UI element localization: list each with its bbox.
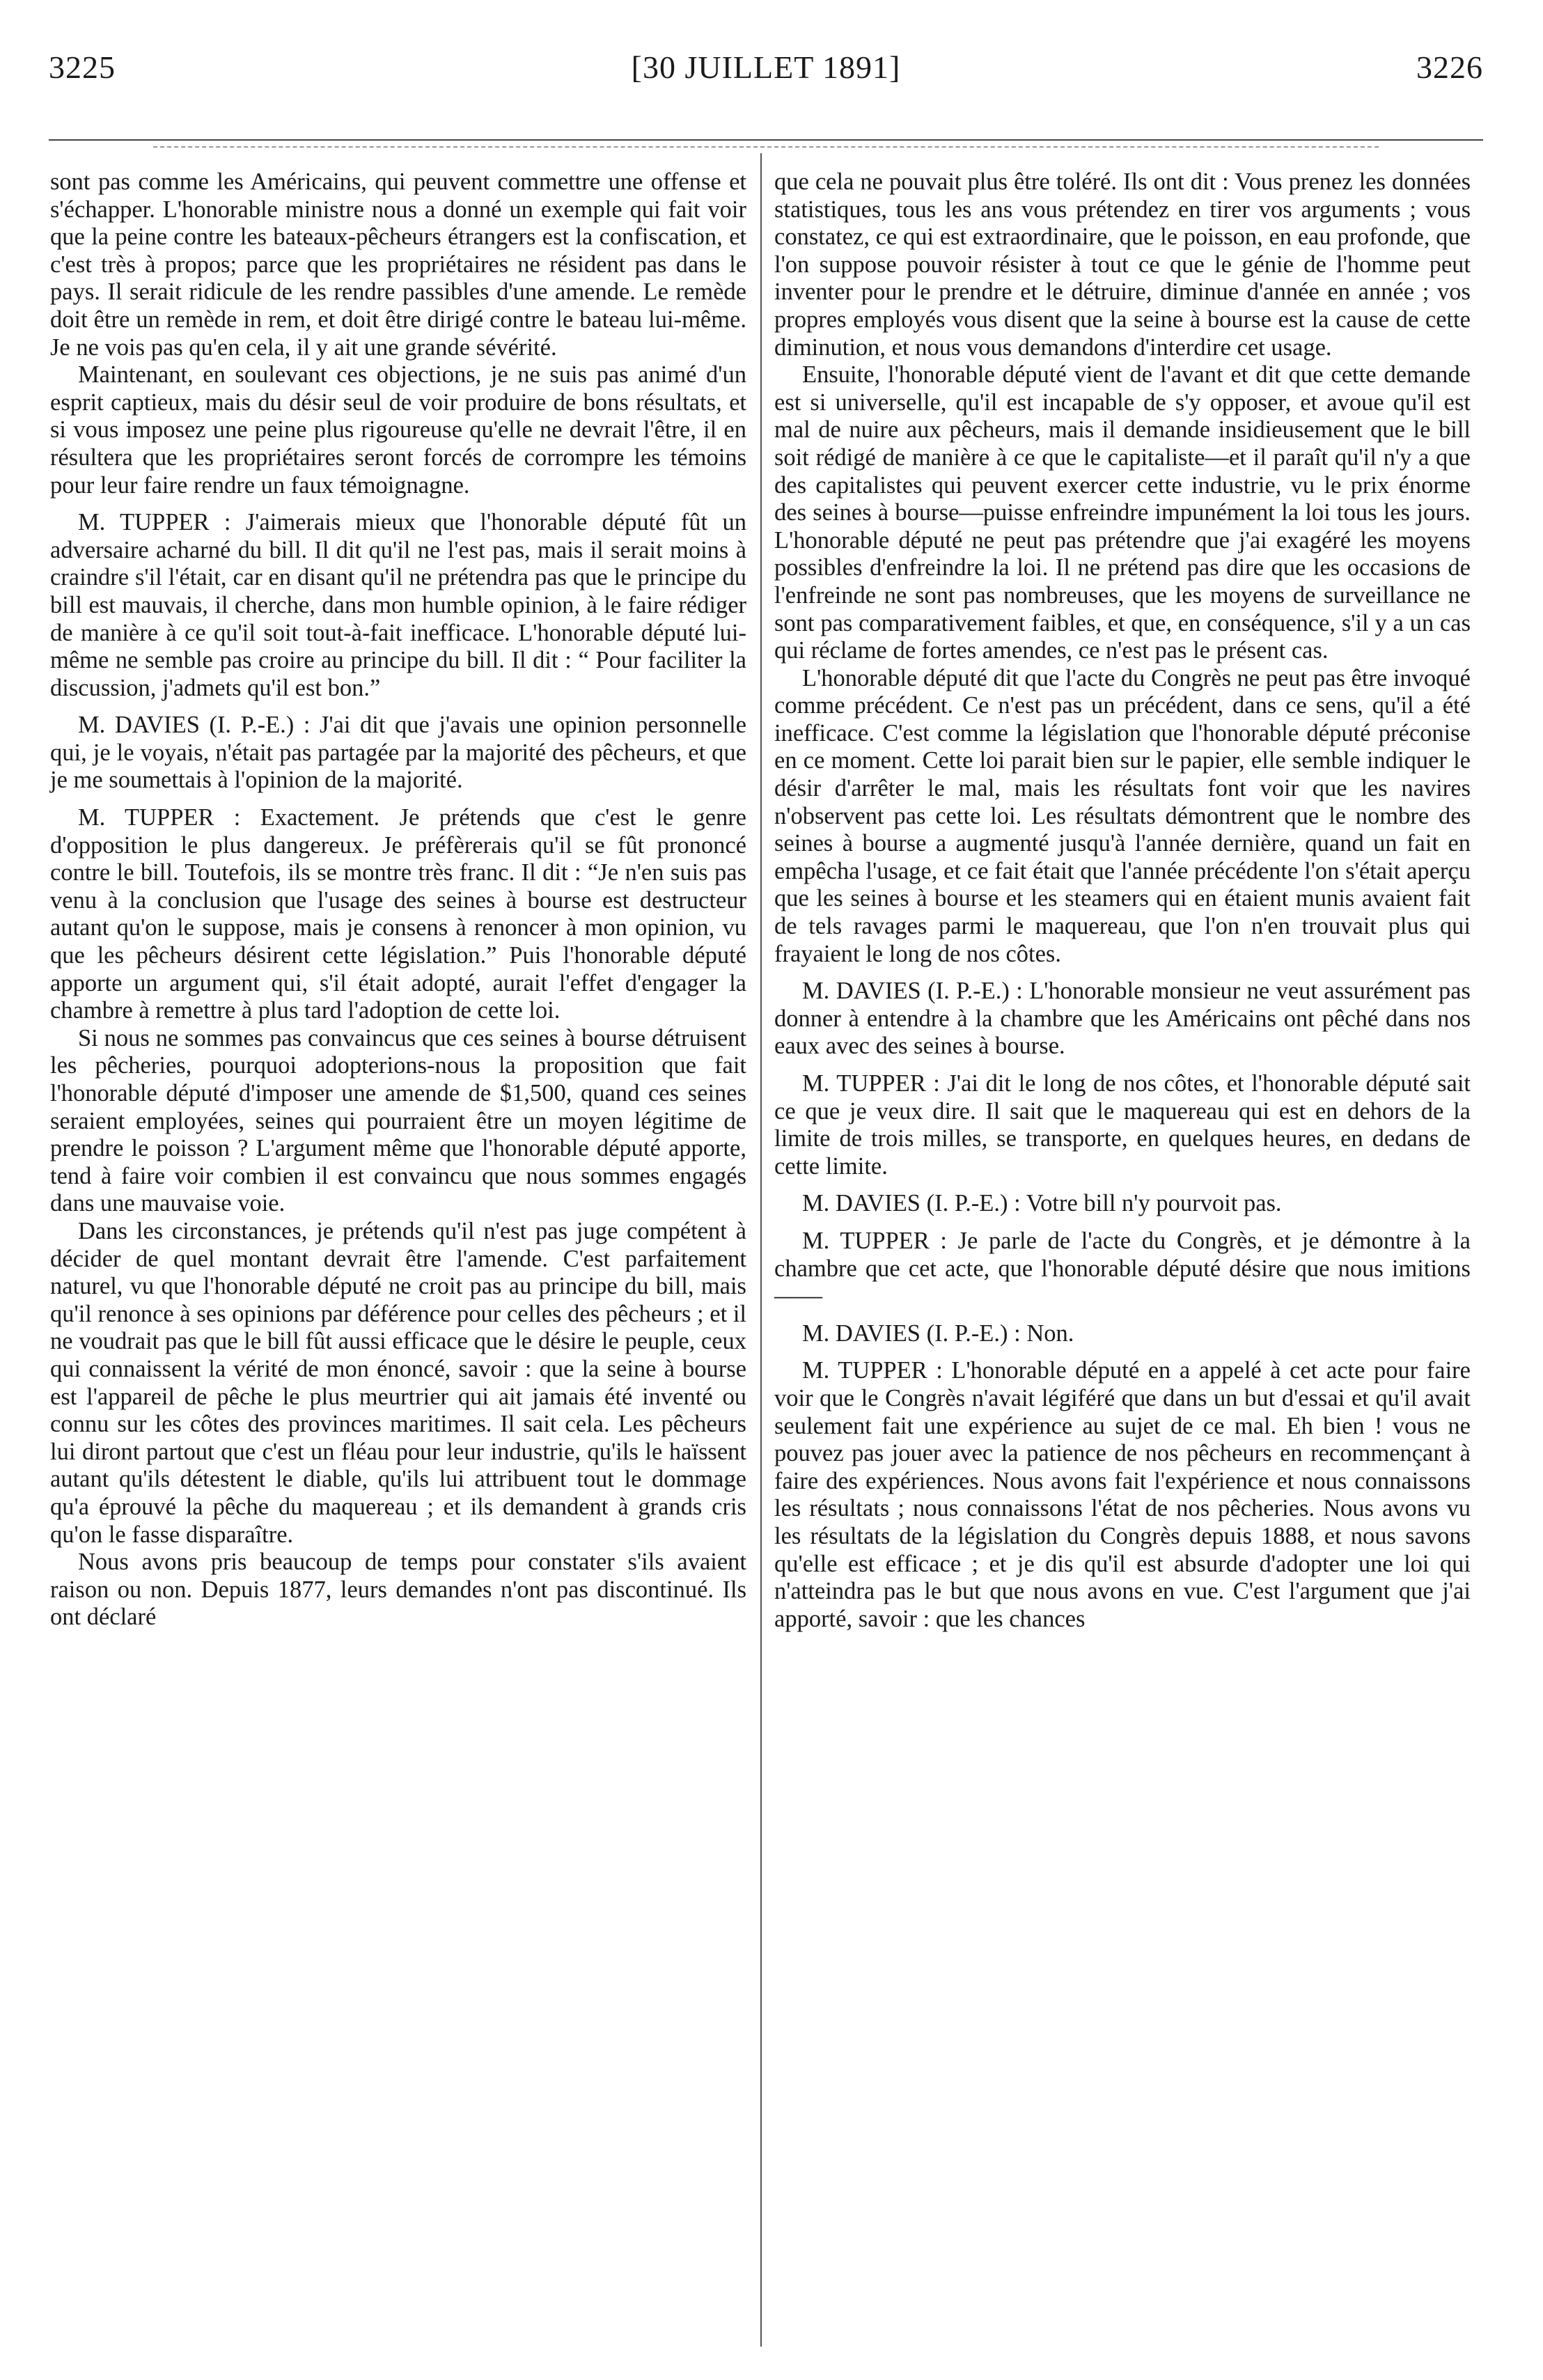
paragraph: M. TUPPER : Je parle de l'acte du Congrès, et je démontre à la chambre que cet acte, que l'honorable député désire que nous imitions—— [774,1227,1471,1310]
paragraph: Maintenant, en soulevant ces objections, je ne suis pas animé d'un esprit captieux, mais du désir seul de voir produire de bons résultats, et si vous imposez une peine plus rigoureuse qu'elle ne devrait l'être, il en résultera que les propriétaires seront forcés de corrompre les témoins pour leur faire rendre un faux témoignagne. [50,361,746,499]
page-date-title: [30 JUILLET 1891] [631,49,901,85]
paragraph: L'honorable député dit que l'acte du Congrès ne peut pas être invoqué comme précédent. Ce n'est pas un précédent, dans ce sens, qu'il a été inefficace. C'est comme la législation que l'honorable député préconise en ce moment. Cette loi parait bien sur le papier, elle semble indiquer le désir d'arrêter le mal, mais les résultats font voir que les navires n'observent pas cette loi. Les résultats démontrent que le nombre des seines à bourse a augmenté jusqu'à l'année dernière, quand un fait en empêcha l'usage, et ce fait était que l'année précédente l'on s'était aperçu que les seines à bourse et les steamers qui en étaient munis avaient fait de tels ravages parmi le maquereau, que l'on n'en trouvait plus qui frayaient le long de nos côtes. [774,664,1471,967]
paragraph: M. DAVIES (I. P.-E.) : Non. [802,1320,1074,1347]
page-number-right: 3226 [1416,49,1483,85]
paragraph: que cela ne pouvait plus être toléré. Ils ont dit : Vous prenez les données statistiques, tous les ans vous prétendez en tirer vos arguments ; vous constatez, ce qui est extraordinaire, que le poisson, en eau profonde, que l'on suppose pouvoir résister à tout ce que le génie de l'homme peut inventer pour le prendre et le détruire, diminue d'année en année ; vos propres employés vous disent que la seine à bourse est la cause de cette diminution, et nous vous demandons d'interdire cet usage. [774,169,1471,361]
paragraph: Si nous ne sommes pas convaincus que ces seines à bourse détruisent les pêcheries, pourquoi adopterions-nous la proposition que fait l'honorable député d'imposer une amende de $1,500, quand ces seines seraient employées, seines qui pourraient être un moyen légitime de prendre le poisson ? L'argument même que l'honorable député apporte, tend à faire voir combien il est convaincu que nous sommes engagés dans une mauvaise voie. [50,1024,746,1217]
paragraph: Ensuite, l'honorable député vient de l'avant et dit que cette demande est si universelle, qu'il est incapable de s'y opposer, et avoue qu'il est mal de nuire aux pêcheurs, mais il demande insidieusement que le bill soit rédigé de manière à ce que le capitaliste—et il paraît qu'il n'y a que des capitalistes qui peuvent exercer cette industrie, vu le prix énorme des seines à bourse—puisse enfreindre impunément la loi tous les jours. L'honorable député ne peut pas prétendre que j'ai exagéré les moyens possibles d'enfreindre la loi. Il ne prétend pas dire que les occasions de l'enfreinde ne sont pas nombreuses, que les moyens de surveillance ne sont pas comparativement faibles, et que, en conséquence, s'il y a un cas qui réclame de fortes amendes, ce n'est pas le présent cas. [774,361,1471,664]
header-rule-dashed [153,146,1379,148]
left-column [50,169,746,1631]
paragraph: M. DAVIES (I. P.-E.) : J'ai dit que j'avais une opinion personnelle qui, je le voyais, n'était pas partagée par la majorité des pêcheurs, et que je me soumettais à l'opinion de la majorité. [50,712,746,794]
column-divider [760,153,762,2347]
paragraph: M. DAVIES (I. P.-E.) : L'honorable monsieur ne veut assurément pas donner à entendre à la chambre que les Américains ont pêché dans nos eaux avec des seines à bourse. [774,978,1471,1060]
paragraph: M. TUPPER : Exactement. Je prétends que c'est le genre d'opposition le plus dangereux. Je préfèrerais qu'il se fût prononcé contre le bill. Toutefois, ils se montre très franc. Il dit : “Je n'en suis pas venu à la conclusion que l'usage des seines à bourse est destructeur autant qu'on le suppose, mais je consens à renoncer à mon opinion, vu que les pêcheurs désirent cette législation.” Puis l'honorable député apporte un argument qui, s'il était adopté, aurait l'effet d'engager la chambre à remettre à plus tard l'adoption de cette loi. [50,804,746,1024]
paragraph: M. DAVIES (I. P.-E.) : Votre bill n'y pourvoit pas. [802,1190,1282,1217]
paragraph: M. TUPPER : L'honorable député en a appelé à cet acte pour faire voir que le Congrès n'avait légiféré que dans un but d'essai et qu'il avait seulement fait une expérience au sujet de ce mal. Eh bien ! vous ne pouvez pas jouer avec la patience de nos pêcheurs en recommençant à faire des expériences. Nous avons fait l'expérience et nous connaissons les résultats ; nous connaissons l'état de nos pêcheries. Nous avons vu les résultats de la législation du Congrès depuis 1888, et nous savons qu'elle est efficace ; et je dis qu'il est absurde d'adopter une loi qui n'atteindra pas le but que nous avons en vue. C'est l'argument que j'ai apporté, savoir : que les chances [774,1357,1471,1632]
page-number-left: 3225 [49,49,116,85]
paragraph: M. TUPPER : J'aimerais mieux que l'honorable député fût un adversaire acharné du bill. Il dit qu'il ne l'est pas, mais il serait moins à craindre s'il l'était, car en disant qu'il ne prétendra pas que le principe du bill est mauvais, il cherche, dans mon humble opinion, à le faire rédiger de manière à ce qu'il soit tout-à-fait inefficace. L'honorable député lui-même ne semble pas croire au principe du bill. Il dit : “ Pour faciliter la discussion, j'admets qu'il est bon.” [50,509,746,701]
paragraph: Nous avons pris beaucoup de temps pour constater s'ils avaient raison ou non. Depuis 1877, leurs demandes n'ont pas discontinué. Ils ont déclaré [50,1549,746,1631]
right-column [774,169,1471,1633]
page-header [49,49,1483,97]
header-rule [49,139,1483,141]
paragraph: sont pas comme les Américains, qui peuvent commettre une offense et s'échapper. L'honorable ministre nous a donné un exemple qui fait voir que la peine contre les bateaux-pêcheurs étrangers est la confiscation, et c'est très à propos; parce que les propriétaires ne résident pas dans le pays. Il serait ridicule de les rendre passibles d'une amende. Le remède doit être un remède in rem, et doit être dirigé contre le bateau lui-même. Je ne vois pas qu'en cela, il y ait une grande sévérité. [50,169,746,361]
paragraph: Dans les circonstances, je prétends qu'il n'est pas juge compétent à décider de quel montant devrait être l'amende. C'est parfaitement naturel, vu que l'honorable député ne croit pas au principe du bill, mais qu'il renonce à ses opinions par déférence pour celles des pêcheurs ; et il ne voudrait pas que le bill fût aussi efficace que le désire le peuple, ceux qui connaissent la vérité de mon énoncé, savoir : que la seine à bourse est l'appareil de pêche le plus meurtrier qui ait jamais été inventé ou connu sur les côtes des provinces maritimes. Il sait cela. Les pêcheurs lui diront partout que c'est un fléau pour leur industrie, qu'ils le haïssent autant qu'ils détestent le diable, qu'ils lui attribuent tout le dommage qu'a éprouvé la pêche du maquereau ; et ils demandent à grands cris qu'on le fasse disparaître. [50,1217,746,1548]
paragraph: M. TUPPER : J'ai dit le long de nos côtes, et l'honorable député sait ce que je veux dire. Il sait que le maquereau qui est en dehors de la limite de trois milles, se transporte, en quelques heures, en dedans de cette limite. [774,1070,1471,1180]
